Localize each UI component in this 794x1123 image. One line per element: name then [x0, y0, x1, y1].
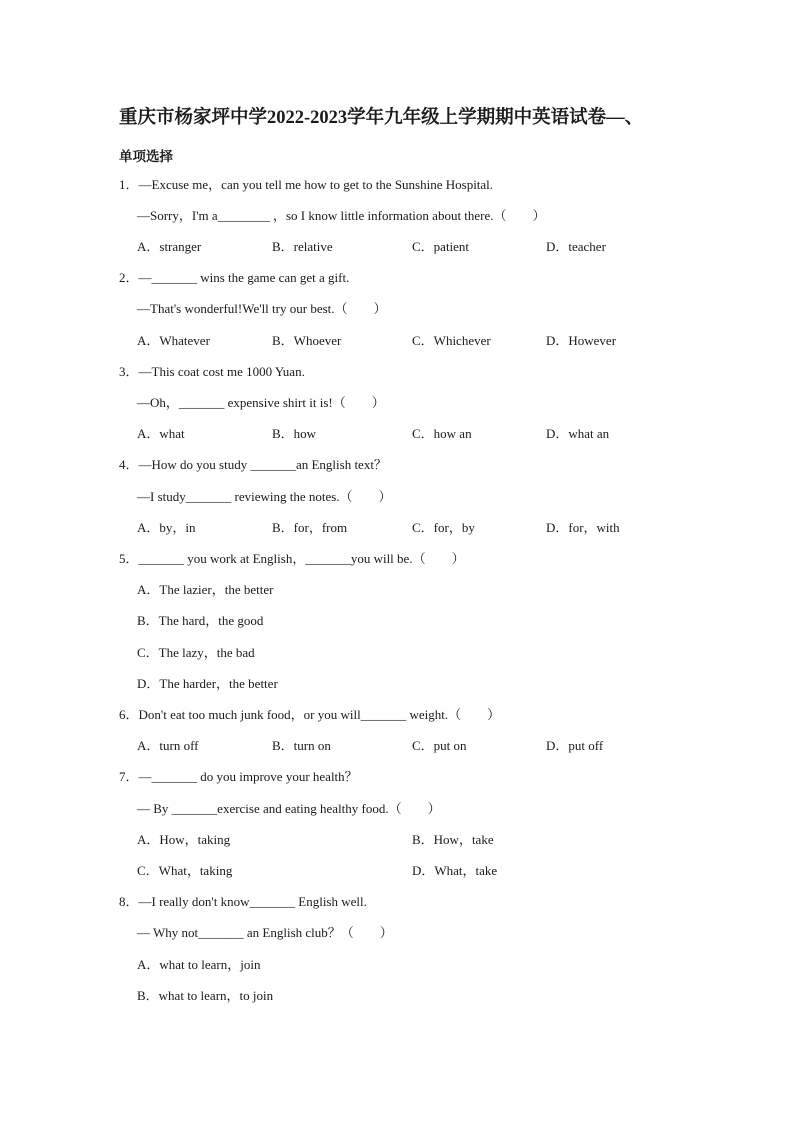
- question-7-stem: 7．—_______ do you improve your health？: [119, 769, 358, 784]
- question-6-option-c: C．put on: [412, 738, 467, 753]
- question-5-option-b: B．The hard，the good: [137, 613, 264, 628]
- question-7-option-b: B．How，take: [412, 832, 494, 847]
- question-4-stem: 4．—How do you study _______an English text？: [119, 457, 387, 472]
- question-3-option-d: D．what an: [546, 426, 610, 441]
- question-8-option-a: A．what to learn，join: [137, 957, 261, 972]
- question-1-stem: 1．—Excuse me，can you tell me how to get to the Sunshine Hospital.: [119, 177, 494, 192]
- question-4-option-b: B．for，from: [272, 520, 348, 535]
- question-3-stem: 3．—This coat cost me 1000 Yuan.: [119, 364, 305, 379]
- question-1-option-a: A．stranger: [137, 239, 202, 254]
- question-8-option-b: B．what to learn，to join: [137, 988, 274, 1003]
- question-4-option-c: C．for，by: [412, 520, 475, 535]
- question-1-option-b: B．relative: [272, 239, 333, 254]
- question-3-option-c: C．how an: [412, 426, 472, 441]
- question-5-option-d: D．The harder，the better: [137, 676, 278, 691]
- question-4-reply: —I study_______ reviewing the notes.（ ）: [137, 489, 392, 504]
- question-2-option-c: C．Whichever: [412, 333, 491, 348]
- question-3-option-a: A．what: [137, 426, 185, 441]
- question-5-option-c: C．The lazy，the bad: [137, 645, 255, 660]
- question-1-option-d: D．teacher: [546, 239, 606, 254]
- question-1-option-c: C．patient: [412, 239, 470, 254]
- question-2-reply: —That's wonderful!We'll try our best.（ ）: [137, 301, 387, 316]
- question-6-option-b: B．turn on: [272, 738, 331, 753]
- question-7-option-a: A．How，taking: [137, 832, 231, 847]
- question-7-option-c: C．What，taking: [137, 863, 233, 878]
- question-5-stem: 5．_______ you work at English，_______you will be.（ ）: [119, 551, 465, 566]
- question-5-option-a: A．The lazier，the better: [137, 582, 274, 597]
- section-heading: 单项选择: [119, 149, 173, 164]
- question-7-reply: — By _______exercise and eating healthy food.（ ）: [137, 801, 441, 816]
- page-title: 重庆市杨家坪中学2022-2023学年九年级上学期期中英语试卷—、: [119, 108, 644, 128]
- question-2-stem: 2．—_______ wins the game can get a gift.: [119, 270, 350, 285]
- question-2-option-b: B．Whoever: [272, 333, 342, 348]
- question-1-reply: —Sorry，I'm a________ ，so I know little information about there.（ ）: [137, 208, 546, 223]
- question-3-reply: —Oh，_______ expensive shirt it is!（ ）: [137, 395, 385, 410]
- question-2-option-a: A．Whatever: [137, 333, 210, 348]
- question-8-reply: — Why not_______ an English club？（ ）: [137, 925, 393, 940]
- question-2-option-d: D．However: [546, 333, 617, 348]
- question-3-option-b: B．how: [272, 426, 317, 441]
- question-4-option-a: A．by，in: [137, 520, 196, 535]
- question-6-option-d: D．put off: [546, 738, 604, 753]
- question-6-stem: 6．Don't eat too much junk food，or you will_______ weight.（ ）: [119, 707, 501, 722]
- question-6-option-a: A．turn off: [137, 738, 199, 753]
- question-8-stem: 8．—I really don't know_______ English well.: [119, 894, 367, 909]
- question-4-option-d: D．for，with: [546, 520, 620, 535]
- question-7-option-d: D．What，take: [412, 863, 498, 878]
